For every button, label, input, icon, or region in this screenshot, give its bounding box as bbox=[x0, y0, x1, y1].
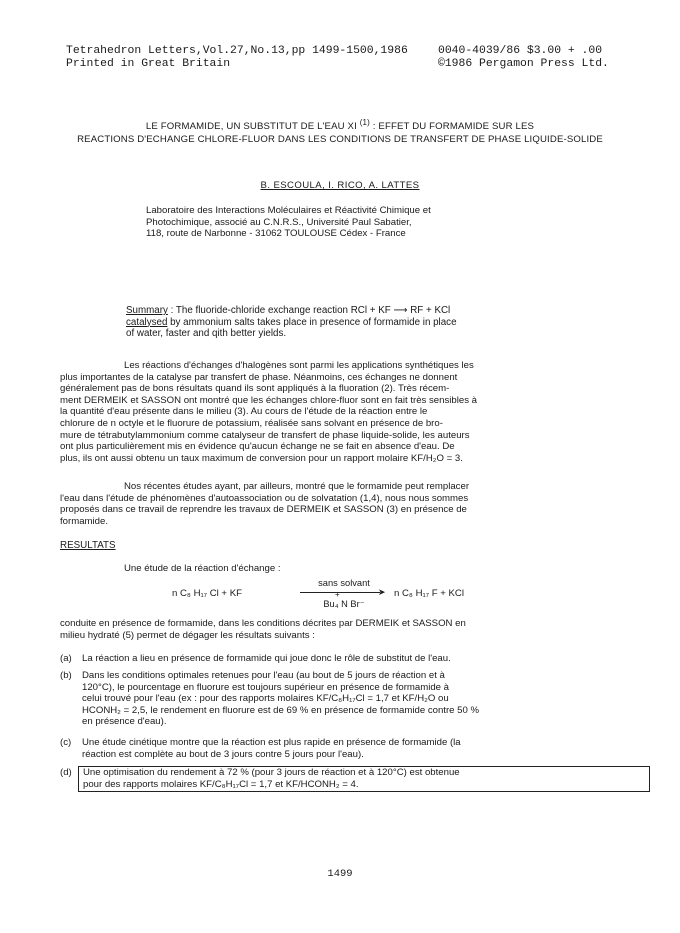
equation-plus-sign: + bbox=[335, 590, 340, 599]
authors: B. ESCOULA, I. RICO, A. LATTES bbox=[260, 180, 420, 191]
equation-right: n C₈ H₁₇ F + KCl bbox=[394, 588, 464, 599]
conduite-paragraph: conduite en présence de formamide, dans les conditions décrites par DERMEIK et SASSON en milieu hydraté (5) permet de dégager les résultats suivants : bbox=[60, 618, 466, 641]
result-item-d: (d) Une optimisation du rendement à 72 % (pour 3 jours de réaction et à 120°C) est obtenue pour des rapports molaires KF/C₈H₁₇Cl = 1,7 et KF/HCONH₂ = 4. bbox=[60, 766, 650, 792]
equation-condition-solvent: sans solvant bbox=[318, 578, 370, 588]
journal-citation: Tetrahedron Letters,Vol.27,No.13,pp 1499-1500,1986 bbox=[66, 45, 408, 57]
study-intro: Une étude de la réaction d'échange : bbox=[124, 563, 281, 574]
result-d-box: Une optimisation du rendement à 72 % (pour 3 jours de réaction et à 120°C) est obtenue pour des rapports molaires KF/C₈H₁₇Cl = 1,7 et KF/HCONH₂ = 4. bbox=[78, 766, 650, 792]
issn-price: 0040-4039/86 $3.00 + .00 bbox=[438, 45, 603, 57]
page-number: 1499 bbox=[327, 868, 353, 880]
reaction-arrow-line bbox=[300, 592, 380, 593]
summary-label: Summary bbox=[126, 305, 168, 316]
equation-left: n C₈ H₁₇ Cl + KF bbox=[172, 588, 242, 599]
result-item-b: (b) Dans les conditions optimales retenues pour l'eau (au bout de 5 jours de réaction et à 120°C), le pourcentage en fluorure est toujours supérieur en présence de formamide à celui trouvé pour l'eau (ex : pour des rapports molaires KF/C₈H₁₇Cl = 1,7 et KF/H₂O ou HCONH₂ = 2,5, le rendement en fluorure est de 69 % en présence de formamide contre 50 % en présence d'eau). bbox=[60, 670, 480, 728]
affiliation: Laboratoire des Interactions Moléculaires et Réactivité Chimique et Photochimique, associé au C.N.R.S., Université Paul Sabatier, 118, route de Narbonne - 31062 TOULOUSE Cédex - France bbox=[146, 205, 431, 239]
intro-paragraph: Les réactions d'échanges d'halogènes sont parmi les applications synthétiques les plus importantes de la catalyse par transfert de phase. Néanmoins, ces échanges ne donnent généralement pas de bons résultats quand ils sont appliqués à la fluoration (2). Très récem- ment DERMEIK et SASSON ont montré que les échanges chlore-fluor sont en fait très sensibles à la quantité d'eau présente dans le milieu (3). Au cours de l'étude de la réaction entre le chlorure de n octyle et le fluorure de potassium, réalisée sans solvant en présence de bro- mure de tétrabutylammonium comme catalyseur de transfert de phase liquide-solide, les auteurs ont plus particulièrement mis en évidence qu'aucun échange ne se fait en absence d'eau. De plus, ils ont aussi obtenu un taux maximum de conversion pour un rapport molaire KF/H₂O = 3. bbox=[60, 360, 477, 464]
printed-in: Printed in Great Britain bbox=[66, 58, 231, 70]
reaction-arrow-head: ➤ bbox=[378, 587, 386, 597]
title-line-2: REACTIONS D'ECHANGE CHLORE-FLUOR DANS LES CONDITIONS DE TRANSFERT DE PHASE LIQUIDE-SOLIDE bbox=[77, 133, 603, 145]
equation-catalyst: Bu₄ N Br⁻ bbox=[323, 599, 365, 609]
title-line-1: LE FORMAMIDE, UN SUBSTITUT DE L'EAU XI $^{(1)}$ : EFFET DU FORMAMIDE SUR LES bbox=[145, 118, 535, 133]
result-item-c: (c) Une étude cinétique montre que la réaction est plus rapide en présence de formamide (la réaction est complète au bout de 3 jours contre 5 jours pour l'eau). bbox=[60, 737, 461, 760]
copyright: ©1986 Pergamon Press Ltd. bbox=[438, 58, 609, 70]
summary: Summary : The fluoride-chloride exchange reaction RCl + KF ⟶ RF + KCl catalysed by ammonium salts takes place in presence of formamide in place of water, faster and qith better yields. bbox=[126, 305, 457, 340]
article-title bbox=[40, 117, 640, 146]
second-paragraph: Nos récentes études ayant, par ailleurs, montré que le formamide peut remplacer l'eau dans l'étude de phénomènes d'autoassociation ou de solvatation (1,4), nous nous sommes proposés dans ce travail de reprendre les travaux de DERMEIK et SASSON (3) en présence de formamide. bbox=[60, 481, 470, 527]
result-item-a: (a) La réaction a lieu en présence de formamide qui joue donc le rôle de substitut de l'eau. bbox=[60, 653, 451, 664]
section-heading-resultats: RESULTATS bbox=[60, 540, 116, 551]
